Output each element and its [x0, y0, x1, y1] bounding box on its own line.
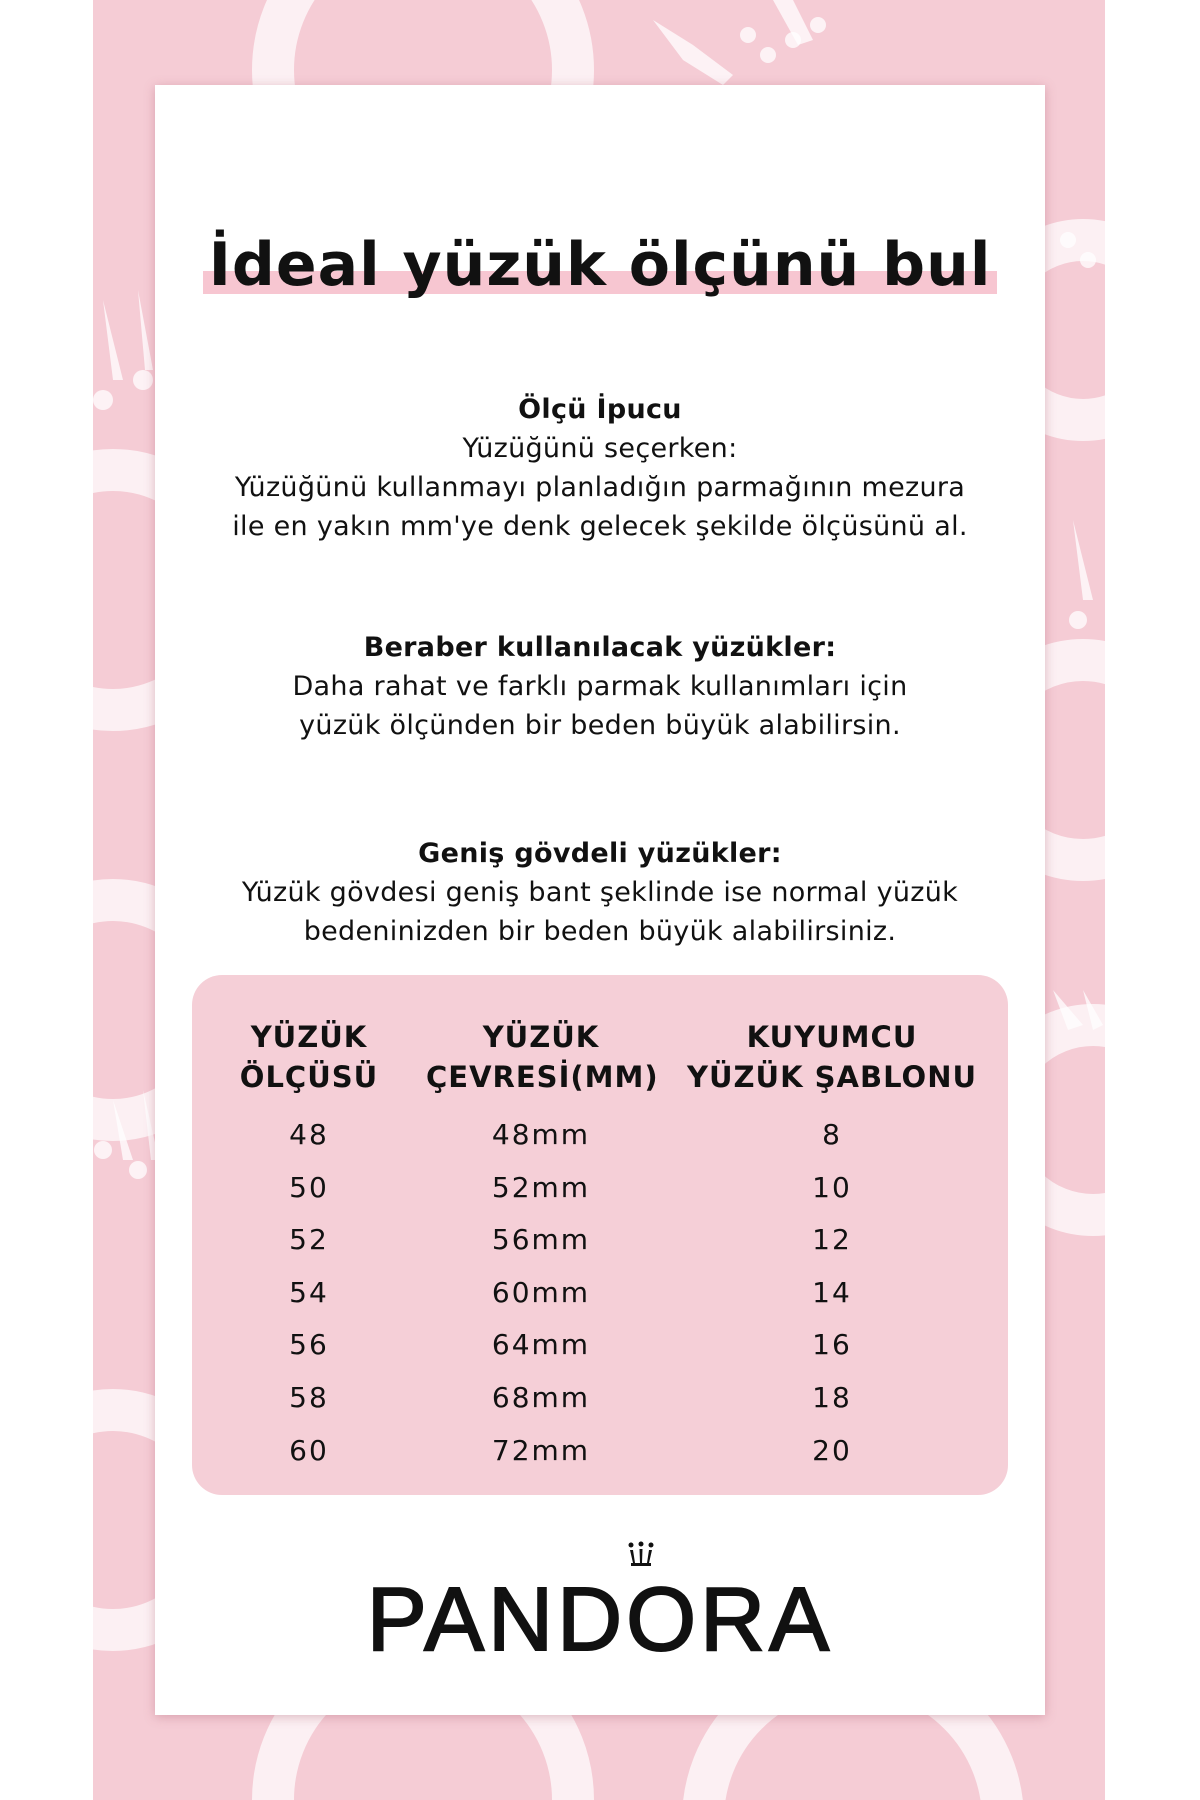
table-row [192, 1425, 1008, 1478]
header-circumference [426, 1017, 659, 1109]
brand-name: PANDORA [366, 1570, 834, 1670]
measure-tip-section [155, 390, 1045, 546]
measure-tip-line: Yüzüğünü kullanmayı planladığın parmağının mezura [234, 472, 966, 503]
measure-tip-line: Yüzüğünü seçerken: [462, 433, 738, 464]
table-row [192, 1372, 1008, 1425]
ring-size-cell: 56 [289, 1328, 329, 1362]
page-title: İdeal yüzük ölçünü bul [203, 235, 998, 295]
ring-size-cell: 54 [289, 1275, 329, 1309]
template-cell: 8 [822, 1118, 842, 1151]
circumference-cell: 72mm [491, 1433, 591, 1467]
stacking-rings-line: Daha rahat ve farklı parmak kullanımları için [292, 671, 908, 702]
template-cell: 16 [812, 1328, 852, 1362]
template-cell: 20 [812, 1433, 852, 1467]
table-row [192, 1109, 1008, 1162]
circumference-cell: 48mm [491, 1118, 591, 1151]
ring-size-cell: 58 [289, 1380, 329, 1414]
header-line: YÜZÜK [250, 1020, 368, 1054]
template-cell: 14 [812, 1275, 852, 1309]
stacking-rings-line: yüzük ölçünden bir beden büyük alabilirsin. [299, 710, 901, 741]
header-line: ÖLÇÜSÜ [239, 1060, 379, 1094]
wide-band-line: bedeninizden bir beden büyük alabilirsiniz. [303, 916, 897, 947]
table-row [192, 1319, 1008, 1372]
header-line: ÇEVRESİ(MM) [426, 1060, 659, 1094]
header-line: YÜZÜK ŞABLONU [686, 1060, 978, 1094]
size-guide-card [155, 85, 1045, 1715]
table-row [192, 1214, 1008, 1267]
brand-logo [155, 1570, 1045, 1670]
ring-size-cell: 52 [289, 1223, 329, 1257]
header-line: KUYUMCU [746, 1020, 918, 1054]
table-row [192, 1267, 1008, 1320]
circumference-cell: 52mm [491, 1170, 591, 1204]
title-wrapper [155, 230, 1045, 300]
header-ring-size [192, 1017, 426, 1109]
template-cell: 12 [812, 1223, 852, 1257]
wide-band-heading: Geniş gövdeli yüzükler: [418, 838, 782, 869]
circumference-cell: 56mm [491, 1223, 591, 1257]
measure-tip-heading: Ölçü İpucu [518, 394, 682, 425]
size-table [192, 1017, 1008, 1477]
circumference-cell: 68mm [491, 1380, 591, 1414]
table-header-row [192, 1017, 1008, 1109]
template-cell: 10 [812, 1170, 852, 1204]
header-line: YÜZÜK [482, 1020, 600, 1054]
circumference-cell: 64mm [491, 1328, 591, 1362]
table-row [192, 1162, 1008, 1215]
ring-size-cell: 60 [289, 1433, 329, 1467]
brand-wordmark [366, 1570, 834, 1670]
wide-band-section [155, 834, 1045, 951]
circumference-cell: 60mm [491, 1275, 591, 1309]
measure-tip-line: ile en yakın mm'ye denk gelecek şekilde ölçüsünü al. [232, 511, 968, 542]
crown-icon [627, 1541, 655, 1567]
size-table-panel [192, 975, 1008, 1495]
header-jeweler-template [656, 1017, 1008, 1109]
ring-size-cell: 48 [289, 1118, 329, 1151]
ring-size-cell: 50 [289, 1170, 329, 1204]
template-cell: 18 [812, 1380, 852, 1414]
stacking-rings-heading: Beraber kullanılacak yüzükler: [363, 632, 837, 663]
wide-band-line: Yüzük gövdesi geniş bant şeklinde ise normal yüzük [241, 877, 959, 908]
stacking-rings-section [155, 628, 1045, 745]
